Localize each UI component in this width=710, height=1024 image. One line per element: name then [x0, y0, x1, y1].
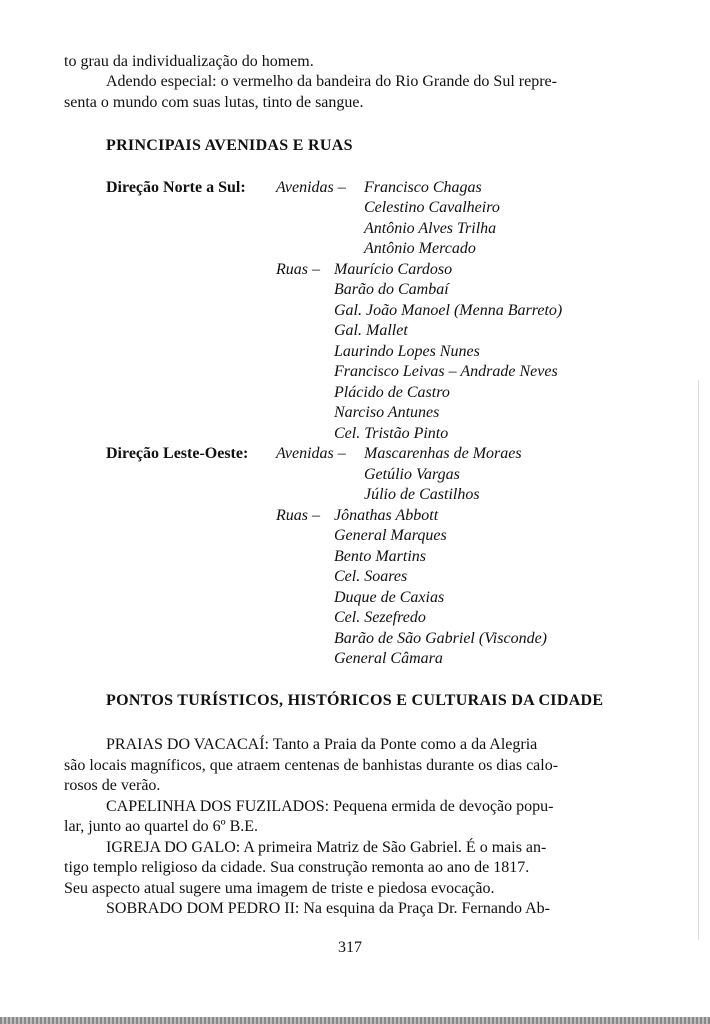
body-line: SOBRADO DOM PEDRO II: Na esquina da Praça Dr. Fernando Ab- — [106, 900, 550, 917]
direction-east-west-label: Direção Leste-Oeste: — [106, 445, 249, 462]
street-name: Cel. Sezefredo — [334, 609, 426, 626]
street-name: Barão do Cambaí — [334, 281, 449, 298]
street-name: Barão de São Gabriel (Visconde) — [334, 630, 547, 647]
street-name: Gal. Mallet — [334, 322, 408, 339]
ruas-label: Ruas – — [276, 261, 320, 278]
street-name: Mascarenhas de Moraes — [364, 445, 522, 462]
intro-line-3: senta o mundo com suas lutas, tinto de sangue. — [64, 94, 364, 111]
street-name: General Câmara — [334, 650, 443, 667]
street-name: Getúlio Vargas — [364, 466, 460, 483]
direction-north-south-label: Direção Norte a Sul: — [106, 179, 246, 196]
body-line: Seu aspecto atual sugere uma imagem de triste e piedosa evocação. — [64, 880, 495, 897]
street-name: Bento Martins — [334, 548, 426, 565]
street-name: Maurício Cardoso — [334, 261, 453, 278]
body-line: PRAIAS DO VACACAÍ: Tanto a Praia da Ponte como a da Alegria — [106, 736, 538, 753]
avenidas-label: Avenidas – — [276, 179, 346, 196]
street-name: Narciso Antunes — [334, 404, 440, 421]
section-heading-tourist-points: PONTOS TURÍSTICOS, HISTÓRICOS E CULTURAIS DA CIDADE — [106, 692, 604, 709]
ruas-label: Ruas – — [276, 507, 320, 524]
street-name: Cel. Soares — [334, 568, 408, 585]
intro-line-2: Adendo especial: o vermelho da bandeira do Rio Grande do Sul repre- — [106, 73, 557, 90]
page-number: 317 — [338, 939, 362, 956]
body-line: são locais magníficos, que atraem centenas de banhistas durante os dias calo- — [64, 757, 559, 774]
street-name: Jônathas Abbott — [334, 507, 439, 524]
street-name: Francisco Chagas — [364, 179, 482, 196]
avenidas-label: Avenidas – — [276, 445, 346, 462]
body-line: rosos de verão. — [64, 777, 161, 794]
street-name: General Marques — [334, 527, 447, 544]
body-line: lar, junto ao quartel do 6º B.E. — [64, 818, 259, 835]
street-name: Laurindo Lopes Nunes — [334, 343, 480, 360]
scan-edge-mark — [698, 380, 699, 940]
street-name: Duque de Caxias — [334, 589, 445, 606]
body-line: IGREJA DO GALO: A primeira Matriz de São Gabriel. É o mais an- — [106, 839, 547, 856]
street-name: Francisco Leivas – Andrade Neves — [334, 363, 558, 380]
section-heading-streets: PRINCIPAIS AVENIDAS E RUAS — [106, 137, 353, 154]
street-name: Antônio Mercado — [364, 240, 476, 257]
street-name: Celestino Cavalheiro — [364, 199, 500, 216]
scan-bottom-border — [0, 1017, 710, 1024]
body-line: tigo templo religioso da cidade. Sua construção remonta ao ano de 1817. — [64, 859, 530, 876]
street-name: Plácido de Castro — [334, 384, 450, 401]
intro-line-1: to grau da individualização do homem. — [64, 53, 314, 70]
street-name: Gal. João Manoel (Menna Barreto) — [334, 302, 563, 319]
street-name: Cel. Tristão Pinto — [334, 425, 449, 442]
street-name: Antônio Alves Trilha — [364, 220, 497, 237]
body-line: CAPELINHA DOS FUZILADOS: Pequena ermida de devoção popu- — [106, 798, 554, 815]
street-name: Júlio de Castilhos — [364, 486, 480, 503]
